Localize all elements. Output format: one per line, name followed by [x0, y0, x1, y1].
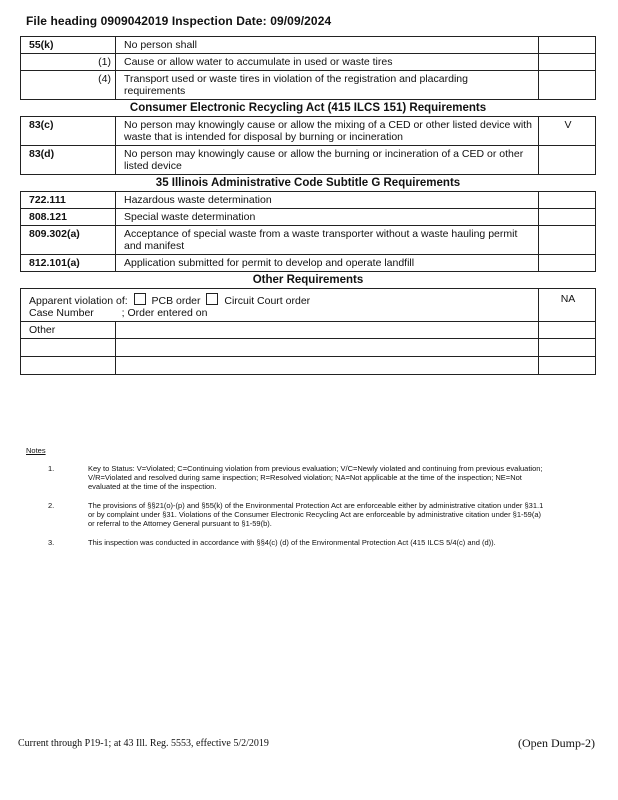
table-row [21, 192, 596, 209]
apparent-violation-label: Apparent violation of: [29, 295, 128, 307]
code-cell: 55(k) [21, 37, 116, 54]
desc-cell[interactable] [116, 322, 539, 339]
table-row [21, 255, 596, 272]
desc-cell: Acceptance of special waste from a waste transporter without a waste hauling permit and manifest [116, 226, 539, 255]
notes-section [26, 446, 546, 557]
section-heading-row [21, 175, 596, 192]
section-heading-row [21, 272, 596, 289]
pcb-order-checkbox[interactable] [134, 293, 146, 305]
note-number: 3. [48, 538, 55, 547]
status-cell: NA [539, 289, 596, 322]
table-row [21, 357, 596, 375]
code-cell: (1) [21, 54, 116, 71]
table-row [21, 339, 596, 357]
status-cell [539, 146, 596, 175]
footer-citation: Current through P19-1; at 43 Ill. Reg. 5553, effective 5/2/2019 [18, 738, 269, 749]
pcb-order-label: PCB order [151, 295, 201, 307]
desc-cell: Hazardous waste determination [116, 192, 539, 209]
note-number: 1. [48, 464, 55, 473]
code-cell[interactable] [21, 357, 116, 375]
status-cell [539, 192, 596, 209]
desc-cell: Application submitted for permit to develop and operate landfill [116, 255, 539, 272]
section-title: Consumer Electronic Recycling Act (415 ILCS 151) Requirements [21, 100, 596, 117]
note-text: The provisions of §§21(o)-(p) and §55(k) of the Environmental Protection Act are enforceable either by administrative citation under §31.1 or by complaint under §31. Violations of the Consumer Electronic Recycling Act are enforceable by administrative citation under §1-59(a) or referral to the Attorney General pursuant to §1-59(b). [88, 501, 544, 528]
note-item [26, 464, 546, 491]
status-cell: V [539, 117, 596, 146]
note-text: Key to Status: V=Violated; C=Continuing violation from previous evaluation; V/C=Newly violated and continuing from previous evaluation; V/R=Violated and resolved during same inspection; R=Resolved violation; NA=Not applicable at the time of the inspection; NE=Not evaluated at the time of the inspection. [88, 464, 543, 491]
status-cell [539, 322, 596, 339]
status-cell [539, 226, 596, 255]
status-cell [539, 255, 596, 272]
table-row [21, 209, 596, 226]
apparent-violation-cell [21, 289, 539, 322]
note-item [26, 501, 546, 528]
note-number: 2. [48, 501, 55, 510]
notes-title: Notes [26, 446, 46, 455]
page-header: File heading 0909042019 Inspection Date: 09/09/2024 [26, 14, 332, 28]
code-cell: 83(c) [21, 117, 116, 146]
desc-cell[interactable] [116, 339, 539, 357]
circuit-court-checkbox[interactable] [206, 293, 218, 305]
code-cell: 809.302(a) [21, 226, 116, 255]
table-row [21, 37, 596, 54]
order-entered-label: ; Order entered on [121, 307, 208, 319]
note-text: This inspection was conducted in accordance with §§4(c) (d) of the Environmental Protection Act (415 ILCS 5/4(c) and (d)). [88, 538, 496, 547]
desc-cell: No person may knowingly cause or allow the mixing of a CED or other listed device with waste that is intended for disposal by burning or incineration [116, 117, 539, 146]
circuit-court-label: Circuit Court order [224, 295, 311, 307]
status-cell [539, 339, 596, 357]
table-row [21, 146, 596, 175]
desc-cell: No person shall [116, 37, 539, 54]
code-cell: (4) [21, 71, 116, 100]
table-row [21, 322, 596, 339]
code-cell: 83(d) [21, 146, 116, 175]
desc-cell: Transport used or waste tires in violation of the registration and placarding requirements [116, 71, 539, 100]
table-row [21, 54, 596, 71]
code-cell: 812.101(a) [21, 255, 116, 272]
table-row [21, 71, 596, 100]
status-cell [539, 71, 596, 100]
table-row [21, 117, 596, 146]
code-cell: 808.121 [21, 209, 116, 226]
desc-cell: Special waste determination [116, 209, 539, 226]
status-cell [539, 209, 596, 226]
desc-cell: Cause or allow water to accumulate in used or waste tires [116, 54, 539, 71]
requirements-table [20, 36, 596, 375]
other-label: Other [21, 322, 116, 339]
case-number-label: Case Number [29, 307, 94, 319]
footer-form-id: (Open Dump-2) [518, 736, 595, 750]
code-cell[interactable] [21, 339, 116, 357]
section-title: Other Requirements [21, 272, 596, 289]
section-title: 35 Illinois Administrative Code Subtitle G Requirements [21, 175, 596, 192]
table-row [21, 226, 596, 255]
desc-cell: No person may knowingly cause or allow the burning or incineration of a CED or other listed device [116, 146, 539, 175]
section-heading-row [21, 100, 596, 117]
status-cell [539, 357, 596, 375]
table-row [21, 289, 596, 322]
desc-cell[interactable] [116, 357, 539, 375]
code-cell: 722.111 [21, 192, 116, 209]
note-item [26, 538, 546, 547]
status-cell [539, 37, 596, 54]
status-cell [539, 54, 596, 71]
